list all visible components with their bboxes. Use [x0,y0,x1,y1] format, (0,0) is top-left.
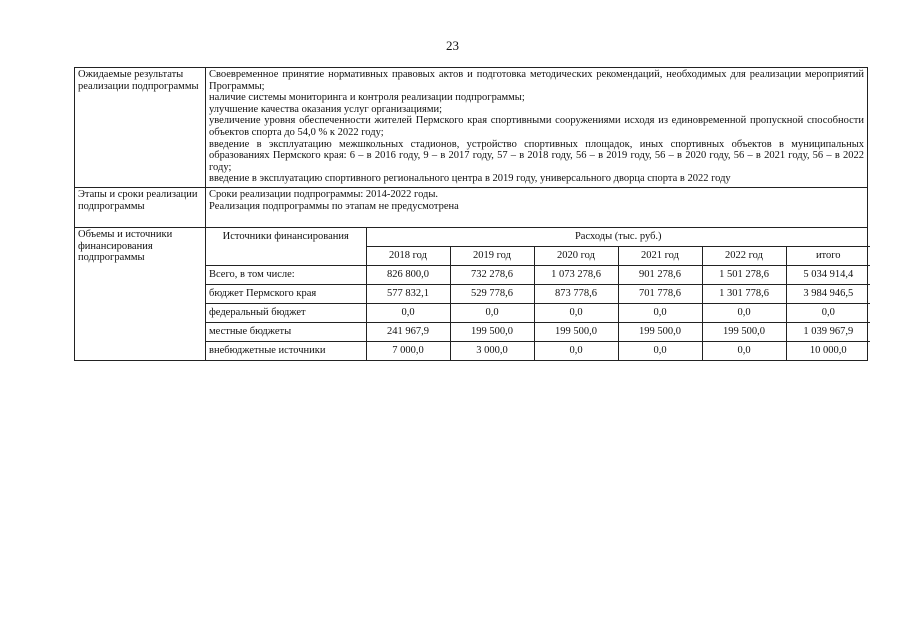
value-cell: 1 501 278,6 [702,265,786,284]
year-header: 2019 год [450,246,534,265]
financing-row [75,227,868,360]
subprogram-passport-table [74,67,868,361]
table-row [206,284,870,303]
year-header: 2021 год [618,246,702,265]
value-cell: 0,0 [534,341,618,360]
value-cell: 701 778,6 [618,284,702,303]
total-header: итого [786,246,870,265]
value-cell: 1 301 778,6 [702,284,786,303]
value-cell: 873 778,6 [534,284,618,303]
table-row [206,322,870,341]
source-name: Всего, в том числе: [206,265,366,284]
source-name: внебюджетные источники [206,341,366,360]
total-cell: 1 039 967,9 [786,322,870,341]
result-item: введение в эксплуатацию спортивного регионального центра в 2019 году, универсального дворца спорта в 2022 году [209,173,731,185]
financing-table [206,228,870,360]
stages-row [75,187,868,227]
value-cell: 732 278,6 [450,265,534,284]
sources-header: Источники финансирования [206,228,366,266]
results-content [206,68,868,188]
result-item: Своевременное принятие нормативных правовых актов и подготовка методических рекомендаций, необходимых для реализации мероприятий Программы; [209,69,864,92]
total-cell: 10 000,0 [786,341,870,360]
total-cell: 3 984 946,5 [786,284,870,303]
result-item: введение в эксплуатацию межшкольных стадионов, устройство спортивных площадок, иных спортивных объектов в муниципальных образованиях Пермского края: 6 – в 2016 году, 9 – в 2017 году, 57 – в 2018 году, 56 – в 2019 году, 56 – в 2020 году, 56 – в 2021 году, 56 – в 2022 году; [209,138,864,173]
value-cell: 1 073 278,6 [534,265,618,284]
value-cell: 0,0 [618,341,702,360]
results-row [75,68,868,188]
value-cell: 7 000,0 [366,341,450,360]
total-cell: 5 034 914,4 [786,265,870,284]
expenses-header: Расходы (тыс. руб.) [366,228,870,247]
page-number: 23 [446,38,459,53]
value-cell: 3 000,0 [450,341,534,360]
financing-content [206,227,868,360]
value-cell: 0,0 [702,303,786,322]
total-cell: 0,0 [786,303,870,322]
financing-label: Объемы и источники финансирования подпрограммы [75,227,206,360]
stages-line: Реализация подпрограммы по этапам не предусмотрена [209,200,459,212]
year-header: 2018 год [366,246,450,265]
value-cell: 901 278,6 [618,265,702,284]
source-name: бюджет Пермского края [206,284,366,303]
value-cell: 577 832,1 [366,284,450,303]
value-cell: 199 500,0 [702,322,786,341]
table-row [206,303,870,322]
result-item: улучшение качества оказания услуг организациями; [209,103,443,115]
stages-label: Этапы и сроки реализации подпрограммы [75,187,206,227]
value-cell: 199 500,0 [534,322,618,341]
value-cell: 0,0 [618,303,702,322]
stages-line: Сроки реализации подпрограммы: 2014-2022 годы. [209,188,439,200]
results-label: Ожидаемые результаты реализации подпрограммы [75,68,206,188]
value-cell: 0,0 [702,341,786,360]
year-header: 2022 год [702,246,786,265]
value-cell: 529 778,6 [450,284,534,303]
result-item: увеличение уровня обеспеченности жителей Пермского края спортивными сооружениями исходя из единовременной пропускной способности объектов спорта до 54,0 % к 2022 году; [209,115,864,138]
value-cell: 0,0 [534,303,618,322]
value-cell: 826 800,0 [366,265,450,284]
source-name: федеральный бюджет [206,303,366,322]
value-cell: 199 500,0 [450,322,534,341]
value-cell: 0,0 [450,303,534,322]
source-name: местные бюджеты [206,322,366,341]
value-cell: 0,0 [366,303,450,322]
stages-content [206,187,868,227]
table-row [206,341,870,360]
value-cell: 241 967,9 [366,322,450,341]
result-item: наличие системы мониторинга и контроля реализации подпрограммы; [209,92,525,104]
value-cell: 199 500,0 [618,322,702,341]
table-row [206,265,870,284]
year-header: 2020 год [534,246,618,265]
